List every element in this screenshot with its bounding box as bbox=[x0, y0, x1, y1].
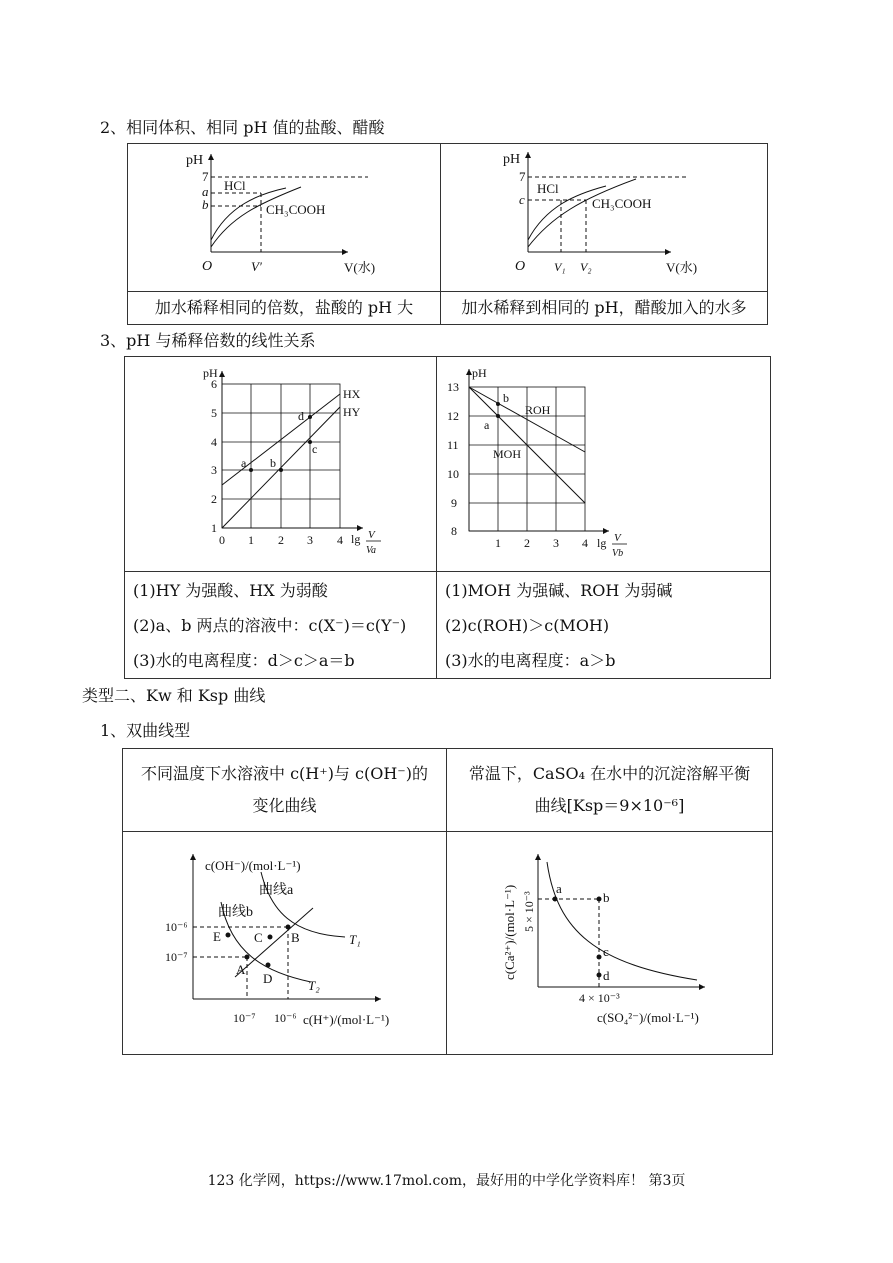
ch3cooh-label: CH₃COOH bbox=[266, 202, 326, 217]
point-d: d bbox=[298, 409, 304, 423]
hcl-label: HCl bbox=[537, 181, 559, 196]
x-axis-label: c(SO₄²⁻)/(mol·L⁻¹) bbox=[597, 1010, 699, 1025]
base-notes bbox=[437, 572, 771, 679]
point-b: b bbox=[270, 456, 276, 470]
same-ph-chart-cell bbox=[441, 144, 768, 292]
y-tick-6: 6 bbox=[211, 377, 217, 391]
linear-relation-table bbox=[124, 356, 771, 679]
t2-label: T₂ bbox=[308, 978, 320, 993]
y-tick-5: 5 bbox=[211, 406, 217, 420]
hcl-same-factor-chart-cell bbox=[128, 144, 441, 292]
x-axis-den: Vb bbox=[612, 548, 624, 559]
acid-dilution-chart-cell bbox=[125, 357, 437, 572]
point-c: c bbox=[312, 442, 318, 456]
point-b: b bbox=[503, 391, 509, 405]
x-axis-lg: lg bbox=[597, 536, 607, 550]
base-note-2: (2)c(ROH)＞c(MOH) bbox=[445, 615, 610, 635]
x-tick-1: 1 bbox=[248, 533, 254, 547]
y-tick-4: 4 bbox=[211, 435, 217, 449]
kw-header bbox=[123, 749, 447, 832]
hcl-same-factor-chart bbox=[128, 144, 440, 287]
hcl-label: HCl bbox=[224, 178, 246, 193]
y-tick-1e-7: 10⁻⁷ bbox=[165, 950, 188, 964]
point-B: B bbox=[291, 930, 300, 945]
x-tick-1e-6: 10⁻⁶ bbox=[274, 1011, 297, 1025]
right-caption: 加水稀释到相同的 pH，醋酸加入的水多 bbox=[441, 292, 768, 325]
point-a: a bbox=[241, 456, 247, 470]
subsection-heading-1: 1、双曲线型 bbox=[100, 721, 191, 740]
y-axis-label: pH bbox=[472, 366, 487, 380]
y-tick-1e-6: 10⁻⁶ bbox=[165, 920, 188, 934]
dilution-table bbox=[127, 143, 768, 325]
y-tick-12: 12 bbox=[447, 409, 459, 423]
acid-dilution-chart bbox=[125, 357, 436, 567]
y-tick-13: 13 bbox=[447, 380, 459, 394]
y-axis-label: c(OH⁻)/(mol·L⁻¹) bbox=[205, 858, 301, 873]
acid-note-1: (1)HY 为强酸、HX 为弱酸 bbox=[133, 580, 328, 600]
hyperbola-table bbox=[122, 748, 773, 1055]
point-E: E bbox=[213, 929, 221, 944]
x-tick-2: 2 bbox=[278, 533, 284, 547]
y-tick-a: a bbox=[202, 184, 209, 199]
x-tick-3: 3 bbox=[307, 533, 313, 547]
curve-b-label: 曲线b bbox=[218, 905, 253, 920]
y-axis-label: pH bbox=[186, 153, 204, 168]
ksp-header-line1: 常温下，CaSO₄ 在水中的沉淀溶解平衡 bbox=[468, 764, 751, 783]
y-tick-2: 2 bbox=[211, 492, 217, 506]
point-a: a bbox=[556, 881, 562, 896]
section-heading-3: 3、pH 与稀释倍数的线性关系 bbox=[100, 331, 316, 350]
ksp-header bbox=[447, 749, 773, 832]
curve-a-label: 曲线a bbox=[259, 883, 294, 898]
acid-note-2: (2)a、b 两点的溶液中：c(X⁻)＝c(Y⁻) bbox=[133, 615, 407, 635]
kw-header-line2: 变化曲线 bbox=[252, 796, 317, 815]
point-D: D bbox=[263, 971, 273, 986]
ksp-chart-cell bbox=[447, 832, 773, 1055]
ksp-header-line2: 曲线[Ksp＝9×10⁻⁶] bbox=[534, 796, 685, 815]
same-ph-chart bbox=[441, 144, 767, 287]
y-tick-8: 8 bbox=[451, 524, 457, 538]
origin-label: O bbox=[515, 259, 526, 274]
kw-chart bbox=[123, 832, 446, 1050]
point-a: a bbox=[484, 418, 490, 432]
x-tick-4: 4 bbox=[582, 536, 588, 550]
page-footer: 123 化学网，https://www.17mol.com，最好用的中学化学资料库！ 第3页 bbox=[207, 1173, 686, 1189]
x-tick-1: 1 bbox=[495, 536, 501, 550]
hx-label: HX bbox=[343, 387, 361, 401]
x-axis-label: V(水) bbox=[666, 260, 698, 275]
y-tick-10: 10 bbox=[447, 467, 459, 481]
x-tick-0: 0 bbox=[219, 533, 225, 547]
x-tick-1e-7: 10⁻⁷ bbox=[233, 1011, 256, 1025]
base-note-1: (1)MOH 为强碱、ROH 为弱碱 bbox=[445, 580, 673, 600]
roh-label: ROH bbox=[525, 403, 551, 417]
x-axis-lg: lg bbox=[351, 532, 361, 546]
y-tick-5e-3: 5 × 10⁻³ bbox=[522, 891, 536, 932]
y-tick-7: 7 bbox=[202, 169, 209, 184]
x-tick-3: 3 bbox=[553, 536, 559, 550]
base-note-3: (3)水的电离程度：a＞b bbox=[445, 650, 616, 670]
x-axis-num: V bbox=[368, 529, 375, 541]
point-C: C bbox=[254, 930, 263, 945]
point-b: b bbox=[603, 890, 610, 905]
base-dilution-chart bbox=[437, 357, 770, 567]
left-caption: 加水稀释相同的倍数，盐酸的 pH 大 bbox=[128, 292, 441, 325]
kw-chart-cell bbox=[123, 832, 447, 1055]
ch3cooh-label: CH₃COOH bbox=[592, 196, 652, 211]
x-tick-4: 4 bbox=[337, 533, 343, 547]
point-d: d bbox=[603, 968, 610, 983]
y-axis-label: pH bbox=[203, 366, 218, 380]
y-axis-label: c(Ca²⁺)/(mol·L⁻¹) bbox=[502, 884, 517, 980]
y-tick-9: 9 bbox=[451, 496, 457, 510]
y-tick-b: b bbox=[202, 197, 209, 212]
x-tick-2: 2 bbox=[524, 536, 530, 550]
y-tick-1: 1 bbox=[211, 521, 217, 535]
y-tick-3: 3 bbox=[211, 463, 217, 477]
x-tick-4e-3: 4 × 10⁻³ bbox=[579, 991, 620, 1005]
origin-label: O bbox=[202, 259, 213, 274]
y-tick-11: 11 bbox=[447, 438, 459, 452]
base-dilution-chart-cell bbox=[437, 357, 771, 572]
x-axis-num: V bbox=[614, 532, 621, 544]
acid-note-3: (3)水的电离程度：d＞c＞a＝b bbox=[133, 650, 355, 670]
y-tick-c: c bbox=[519, 192, 525, 207]
kw-header-line1: 不同温度下水溶液中 c(H⁺)与 c(OH⁻)的 bbox=[141, 764, 428, 783]
point-A: A bbox=[236, 962, 246, 977]
x-tick-v1: V₁ bbox=[554, 260, 566, 274]
t1-label: T₁ bbox=[349, 932, 361, 947]
x-tick-v2: V₂ bbox=[580, 260, 592, 274]
point-c: c bbox=[603, 944, 609, 959]
ksp-chart bbox=[447, 832, 772, 1050]
y-axis-label: pH bbox=[503, 152, 521, 167]
type2-heading: 类型二、Kw 和 Ksp 曲线 bbox=[82, 686, 266, 705]
x-axis-label: V(水) bbox=[344, 260, 376, 275]
moh-label: MOH bbox=[493, 447, 522, 461]
hy-label: HY bbox=[343, 405, 361, 419]
x-axis-den: Va bbox=[366, 545, 376, 556]
y-tick-7: 7 bbox=[519, 169, 526, 184]
section-heading-2: 2、相同体积、相同 pH 值的盐酸、醋酸 bbox=[100, 118, 385, 137]
x-tick-vprime: V′ bbox=[251, 259, 262, 274]
x-axis-label: c(H⁺)/(mol·L⁻¹) bbox=[303, 1012, 390, 1027]
acid-notes bbox=[125, 572, 437, 679]
